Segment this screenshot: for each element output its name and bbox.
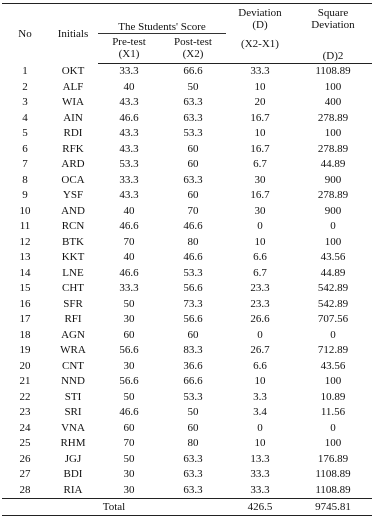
table-row (2, 390, 372, 406)
row-initials: AIN (63, 111, 83, 124)
header-posttest (160, 34, 226, 64)
row-no: 10 (19, 204, 31, 217)
header-deviation-sub: (D) (252, 19, 268, 31)
row-pretest: 46.6 (119, 220, 139, 232)
table-row (2, 80, 372, 96)
row-pretest: 56.6 (119, 375, 139, 387)
row-initials: CHT (62, 282, 84, 294)
row-no: 3 (22, 96, 28, 108)
header-deviation (226, 4, 294, 35)
row-no: 25 (19, 437, 31, 449)
total-row (2, 499, 372, 516)
row-no: 13 (19, 251, 31, 263)
row-initials: BTK (62, 235, 84, 248)
row-initials: ALF (62, 80, 84, 93)
row-no: 17 (19, 313, 31, 325)
header-score-group-label: The Students' Score (98, 21, 226, 34)
row-posttest: 56.6 (183, 313, 203, 325)
row-square: 10.89 (320, 390, 346, 403)
row-initials: RIA (63, 483, 83, 496)
row-no: 23 (19, 406, 31, 418)
row-no: 21 (19, 375, 31, 387)
table-row (2, 95, 372, 111)
row-posttest: 63.3 (183, 452, 203, 465)
row-no: 24 (19, 421, 31, 434)
table-row (2, 297, 372, 313)
row-deviation: 16.7 (250, 142, 270, 155)
row-deviation: 3.3 (253, 390, 267, 403)
row-deviation: 10 (254, 437, 266, 449)
row-no: 8 (22, 173, 28, 186)
row-posttest: 80 (187, 437, 199, 449)
row-square: 43.56 (320, 251, 346, 263)
row-square: 100 (324, 127, 342, 139)
row-no: 6 (22, 142, 28, 155)
row-no: 4 (22, 111, 28, 124)
row-posttest: 63.3 (183, 468, 203, 480)
table-row (2, 374, 372, 390)
row-square: 900 (324, 173, 342, 186)
table-row (2, 235, 372, 251)
row-posttest: 50 (187, 80, 199, 93)
row-deviation: 16.7 (250, 189, 270, 201)
row-initials: CNT (62, 359, 84, 372)
row-deviation: 16.7 (250, 111, 270, 124)
header-posttest-label: Post-test (174, 36, 212, 48)
row-deviation: 26.6 (250, 313, 270, 325)
row-deviation: 6.7 (253, 158, 267, 170)
row-initials: LNE (62, 266, 84, 279)
row-pretest: 60 (123, 328, 135, 341)
row-posttest: 70 (187, 204, 199, 217)
row-posttest: 46.6 (183, 251, 203, 263)
row-initials: RHM (60, 437, 86, 449)
row-pretest: 60 (123, 421, 135, 434)
row-deviation: 6.6 (253, 359, 267, 372)
row-posttest: 83.3 (183, 344, 203, 356)
row-pretest: 43.3 (119, 189, 139, 201)
row-deviation: 3.4 (253, 406, 267, 418)
row-initials: SRI (64, 406, 82, 418)
row-pretest: 30 (123, 313, 135, 325)
header-square-label: Square (317, 7, 349, 19)
row-square: 1108.89 (315, 65, 351, 77)
row-deviation: 6.6 (253, 251, 267, 263)
row-posttest: 46.6 (183, 220, 203, 232)
header-pretest-label: Pre-test (112, 36, 146, 48)
row-pretest: 50 (123, 390, 135, 403)
table-body (2, 64, 372, 499)
row-posttest: 36.6 (183, 359, 203, 372)
table-row (2, 142, 372, 158)
total-deviation: 426.5 (226, 499, 294, 516)
header-square-sub: Deviation (311, 19, 355, 31)
row-no: 22 (19, 390, 31, 403)
row-posttest: 66.6 (183, 65, 203, 77)
row-initials: AGN (61, 328, 85, 341)
row-posttest: 53.3 (183, 127, 203, 139)
row-posttest: 60 (187, 328, 199, 341)
row-pretest: 40 (123, 251, 135, 263)
table-row (2, 173, 372, 189)
row-deviation: 10 (254, 127, 266, 139)
row-pretest: 30 (123, 483, 135, 496)
row-posttest: 53.3 (183, 390, 203, 403)
table-row (2, 312, 372, 328)
table-row (2, 452, 372, 468)
row-deviation: 23.3 (250, 297, 270, 310)
row-square: 100 (324, 375, 342, 387)
table-row (2, 483, 372, 499)
row-posttest: 60 (187, 189, 199, 201)
row-posttest: 53.3 (183, 266, 203, 279)
row-no: 11 (19, 220, 31, 232)
row-square: 707.56 (317, 313, 349, 325)
row-posttest: 50 (187, 406, 199, 418)
total-square: 9745.81 (294, 499, 372, 516)
row-square: 278.89 (317, 142, 349, 155)
table-row (2, 467, 372, 483)
row-no: 16 (19, 297, 31, 310)
row-initials: RCN (61, 220, 85, 232)
table-row (2, 204, 372, 220)
row-no: 28 (19, 483, 31, 496)
row-square: 100 (324, 437, 342, 449)
table-row (2, 188, 372, 204)
row-posttest: 80 (187, 235, 199, 248)
table-row (2, 421, 372, 437)
row-deviation: 33.3 (250, 65, 270, 77)
row-no: 19 (19, 344, 31, 356)
table-row (2, 126, 372, 142)
row-pretest: 33.3 (119, 282, 139, 294)
row-initials: VNA (61, 421, 85, 434)
row-deviation: 33.3 (250, 483, 270, 496)
row-deviation: 0 (257, 220, 263, 232)
row-square: 44.89 (320, 266, 346, 279)
row-no: 2 (22, 80, 28, 93)
row-deviation: 26.7 (250, 344, 270, 356)
row-pretest: 70 (123, 235, 135, 248)
header-pretest-sub: (X1) (118, 48, 140, 60)
row-initials: ARD (61, 158, 85, 170)
row-pretest: 46.6 (119, 111, 139, 124)
row-no: 1 (22, 64, 28, 77)
header-pretest (98, 34, 160, 64)
row-initials: RFI (64, 313, 82, 325)
row-deviation: 33.3 (250, 468, 270, 480)
row-pretest: 56.6 (119, 344, 139, 356)
header-deviation-empty (226, 50, 294, 64)
row-square: 176.89 (317, 452, 349, 465)
row-posttest: 60 (187, 158, 199, 170)
row-no: 12 (19, 235, 31, 248)
table-row (2, 266, 372, 282)
row-posttest: 63.3 (183, 483, 203, 496)
row-no: 15 (19, 282, 31, 294)
table-header (2, 4, 372, 64)
row-deviation: 13.3 (250, 452, 270, 465)
row-pretest: 33.3 (119, 173, 139, 186)
table-row (2, 343, 372, 359)
table-row (2, 111, 372, 127)
row-posttest: 60 (187, 142, 199, 155)
row-square: 1108.89 (315, 483, 351, 496)
row-initials: YSF (62, 189, 84, 201)
row-deviation: 10 (254, 80, 266, 93)
row-pretest: 43.3 (119, 96, 139, 108)
header-square-formula: (D)2 (294, 50, 372, 64)
row-square: 400 (324, 96, 342, 108)
table-row (2, 359, 372, 375)
header-posttest-sub: (X2) (182, 48, 204, 60)
row-deviation: 0 (257, 421, 263, 434)
table-row (2, 219, 372, 235)
row-square: 542.89 (317, 282, 349, 294)
row-no: 7 (22, 158, 28, 170)
row-no: 14 (19, 266, 31, 279)
row-pretest: 40 (123, 80, 135, 93)
row-pretest: 53.3 (119, 158, 139, 170)
row-pretest: 70 (123, 437, 135, 449)
row-initials: KKT (61, 251, 85, 263)
row-square: 44.89 (320, 158, 346, 170)
row-no: 5 (22, 127, 28, 139)
row-pretest: 30 (123, 468, 135, 480)
row-square: 278.89 (317, 189, 349, 201)
header-score-group (98, 4, 226, 35)
row-initials: AND (61, 204, 85, 217)
header-square (294, 4, 372, 35)
row-pretest: 43.3 (119, 142, 139, 155)
row-square: 100 (324, 235, 342, 248)
row-deviation: 10 (254, 375, 266, 387)
row-deviation: 20 (254, 96, 266, 108)
row-square: 11.56 (320, 406, 346, 418)
header-square-spacer (294, 34, 372, 50)
row-initials: RDI (63, 127, 83, 139)
row-square: 1108.89 (315, 468, 351, 480)
row-initials: RFK (62, 142, 84, 155)
row-no: 20 (19, 359, 31, 372)
row-square: 100 (324, 80, 342, 93)
header-no: No (2, 4, 48, 64)
row-deviation: 10 (254, 235, 266, 248)
row-initials: OCA (61, 173, 85, 186)
row-initials: OKT (61, 64, 85, 77)
row-square: 0 (330, 328, 336, 341)
row-initials: JGJ (64, 452, 82, 465)
row-posttest: 63.3 (183, 111, 203, 124)
row-deviation: 6.7 (253, 266, 267, 279)
row-pretest: 33.3 (119, 65, 139, 77)
row-pretest: 40 (123, 204, 135, 217)
row-deviation: 0 (257, 328, 263, 341)
row-square: 0 (330, 220, 336, 232)
row-initials: WIA (62, 96, 84, 108)
row-square: 0 (330, 421, 336, 434)
row-deviation: 30 (254, 204, 266, 217)
table-row (2, 436, 372, 452)
row-initials: STI (64, 390, 82, 403)
table-row (2, 281, 372, 297)
header-initials: Initials (48, 4, 98, 64)
row-posttest: 56.6 (183, 282, 203, 294)
table-row (2, 157, 372, 173)
row-initials: NND (61, 375, 85, 387)
row-deviation: 30 (254, 173, 266, 186)
score-table-container (2, 3, 372, 516)
table-row (2, 328, 372, 344)
row-posttest: 63.3 (183, 96, 203, 108)
row-pretest: 50 (123, 297, 135, 310)
header-deviation-label: Deviation (238, 7, 282, 19)
row-square: 278.89 (317, 111, 349, 124)
row-square: 900 (324, 204, 342, 217)
row-initials: WRA (60, 344, 86, 356)
row-square: 542.89 (317, 297, 349, 310)
row-posttest: 60 (187, 421, 199, 434)
table-row (2, 250, 372, 266)
row-pretest: 50 (123, 452, 135, 465)
row-no: 27 (19, 468, 31, 480)
table-row (2, 64, 372, 80)
row-square: 712.89 (317, 344, 349, 356)
total-label: Total (2, 499, 226, 516)
row-no: 9 (22, 189, 28, 201)
row-initials: SFR (63, 297, 83, 310)
table-row (2, 405, 372, 421)
row-pretest: 46.6 (119, 266, 139, 279)
row-deviation: 23.3 (250, 282, 270, 294)
row-posttest: 73.3 (183, 297, 203, 310)
row-posttest: 63.3 (183, 173, 203, 186)
row-square: 43.56 (320, 359, 346, 372)
row-pretest: 43.3 (119, 127, 139, 139)
score-table (2, 3, 372, 516)
row-posttest: 66.6 (183, 375, 203, 387)
row-pretest: 46.6 (119, 406, 139, 418)
row-initials: BDI (63, 468, 83, 480)
header-deviation-formula: (X2-X1) (241, 38, 279, 50)
row-pretest: 30 (123, 359, 135, 372)
row-no: 18 (19, 328, 31, 341)
row-no: 26 (19, 452, 31, 465)
